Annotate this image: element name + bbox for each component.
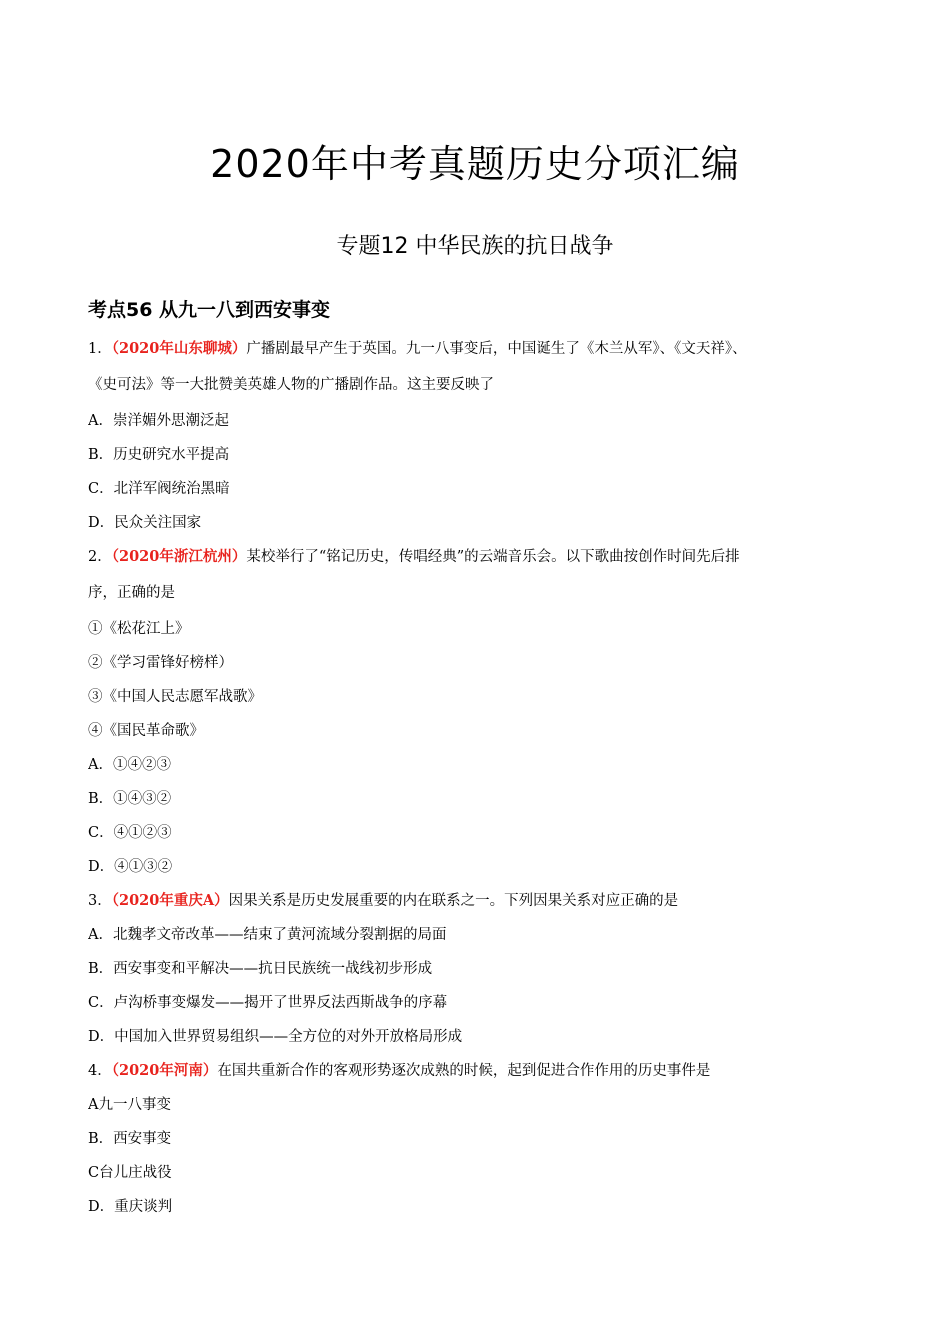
question-text: 某校举行了“铭记历史，传唱经典”的云端音乐会。以下歌曲按创作时间先后排 — [246, 549, 740, 565]
question-list — [88, 334, 868, 1226]
question-4-option-b: B．西安事变 — [88, 1131, 172, 1147]
question-2-item-1: ①《松花江上》 — [88, 621, 190, 637]
question-4-stem — [88, 1056, 868, 1090]
question-3-option-c: C．卢沟桥事变爆发——揭开了世界反法西斯战争的序幕 — [88, 995, 448, 1011]
question-3-option-b: B．西安事变和平解决——抗日民族统一战线初步形成 — [88, 961, 433, 977]
question-number: 1． — [88, 341, 112, 357]
question-number: 2． — [88, 549, 112, 565]
question-source: （2020年浙江杭州） — [111, 548, 247, 565]
question-2-item-2: ②《学习雷锋好榜样） — [88, 655, 233, 671]
question-source: （2020年重庆A） — [111, 892, 229, 909]
question-source: （2020年河南） — [111, 1062, 218, 1079]
question-text: 因果关系是历史发展重要的内在联系之一。下列因果关系对应正确的是 — [228, 893, 679, 909]
question-1-stem — [88, 334, 868, 370]
question-2-stem-cont: 序，正确的是 — [88, 585, 175, 601]
section-heading: 考点56 从九一八到西安事变 — [88, 299, 331, 321]
question-2-item-4: ④《国民革命歌》 — [88, 723, 204, 739]
question-4-option-c: C台儿庄战役 — [88, 1165, 172, 1181]
question-1-stem-cont: 《史可法》等一大批赞美英雄人物的广播剧作品。这主要反映了 — [88, 377, 494, 393]
question-text: 在国共重新合作的客观形势逐次成熟的时候，起到促进合作作用的历史事件是 — [217, 1063, 711, 1079]
question-2-stem — [88, 542, 868, 578]
question-1-option-c: C．北洋军阀统治黑暗 — [88, 481, 230, 497]
question-2-option-d: D．④①③② — [88, 859, 173, 875]
question-text: 广播剧最早产生于英国。九一八事变后，中国诞生了《木兰从军》、《文天祥》、 — [246, 341, 747, 357]
question-1-option-b: B．历史研究水平提高 — [88, 447, 230, 463]
question-1-option-d: D．民众关注国家 — [88, 515, 202, 531]
question-2-option-a: A．①④②③ — [88, 757, 171, 773]
question-2-option-c: C．④①②③ — [88, 825, 172, 841]
question-3-stem — [88, 886, 868, 920]
question-4-option-a: A九一八事变 — [88, 1097, 171, 1113]
question-number: 3． — [88, 893, 112, 909]
question-3-option-a: A．北魏孝文帝改革——结束了黄河流域分裂割据的局面 — [88, 927, 447, 943]
question-2-item-3: ③《中国人民志愿军战歌》 — [88, 689, 262, 705]
question-number: 4． — [88, 1063, 112, 1079]
document-subtitle: 专题12 中华民族的抗日战争 — [336, 234, 614, 259]
question-2-option-b: B．①④③② — [88, 791, 172, 807]
question-4-option-d: D．重庆谈判 — [88, 1199, 173, 1215]
document-title: 2020年中考真题历史分项汇编 — [210, 142, 740, 186]
question-source: （2020年山东聊城） — [111, 340, 247, 357]
question-3-option-d: D．中国加入世界贸易组织——全方位的对外开放格局形成 — [88, 1029, 463, 1045]
question-1-option-a: A．崇洋媚外思潮泛起 — [88, 413, 229, 429]
